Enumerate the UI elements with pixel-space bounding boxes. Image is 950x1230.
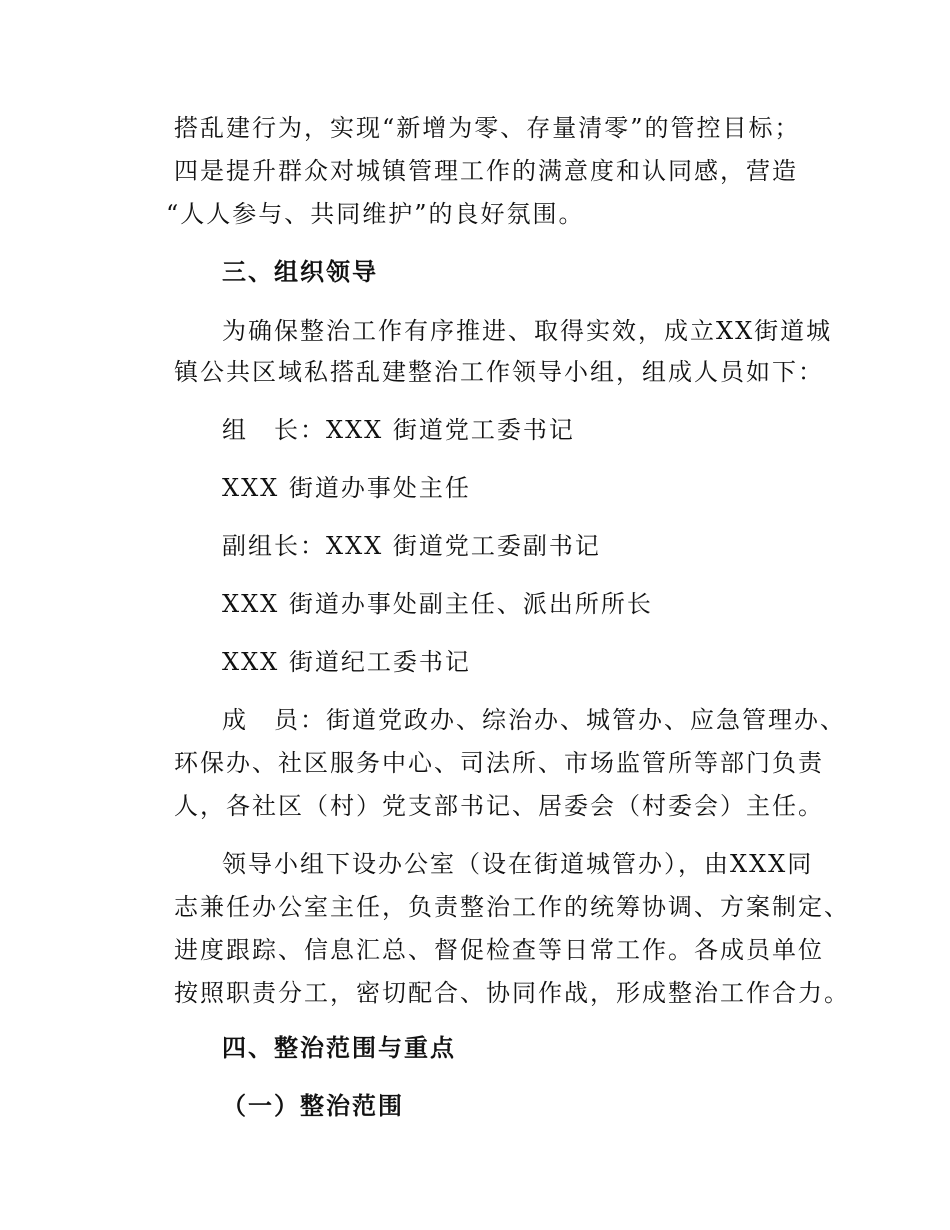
subsection-heading: （一）整治范围 xyxy=(222,1092,404,1120)
member-line: XXX 街道办事处副主任、派出所所长 xyxy=(222,590,653,618)
paragraph-line: 志兼任办公室主任，负责整治工作的统筹协调、方案制定、 xyxy=(174,893,850,921)
member-line: XXX 街道办事处主任 xyxy=(222,474,471,502)
member-line: 组 长：XXX 街道党工委书记 xyxy=(222,416,575,444)
paragraph-line: “人人参与、共同维护”的良好氛围。 xyxy=(166,200,585,228)
paragraph-line: 人，各社区（村）党支部书记、居委会（村委会）主任。 xyxy=(174,792,824,820)
section-heading: 三、组织领导 xyxy=(222,258,378,286)
member-line: XXX 街道纪工委书记 xyxy=(222,648,471,676)
paragraph-line: 环保办、社区服务中心、司法所、市场监管所等部门负责 xyxy=(174,749,824,777)
paragraph-line: 领导小组下设办公室（设在街道城管办），由XXX同 xyxy=(222,850,814,878)
paragraph-line: 进度跟踪、信息汇总、督促检查等日常工作。各成员单位 xyxy=(174,936,824,964)
paragraph-line: 为确保整治工作有序推进、取得实效，成立XX街道城 xyxy=(222,317,833,345)
section-heading: 四、整治范围与重点 xyxy=(222,1034,456,1062)
paragraph-line: 镇公共区域私搭乱建整治工作领导小组，组成人员如下： xyxy=(174,358,824,386)
paragraph-line: 按照职责分工，密切配合、协同作战，形成整治工作合力。 xyxy=(174,979,850,1007)
paragraph-line: 成 员：街道党政办、综治办、城管办、应急管理办、 xyxy=(222,706,846,734)
member-line: 副组长：XXX 街道党工委副书记 xyxy=(222,532,601,560)
paragraph-line: 四是提升群众对城镇管理工作的满意度和认同感，营造 xyxy=(174,157,798,185)
paragraph-line: 搭乱建行为，实现“新增为零、存量清零”的管控目标； xyxy=(174,114,801,142)
